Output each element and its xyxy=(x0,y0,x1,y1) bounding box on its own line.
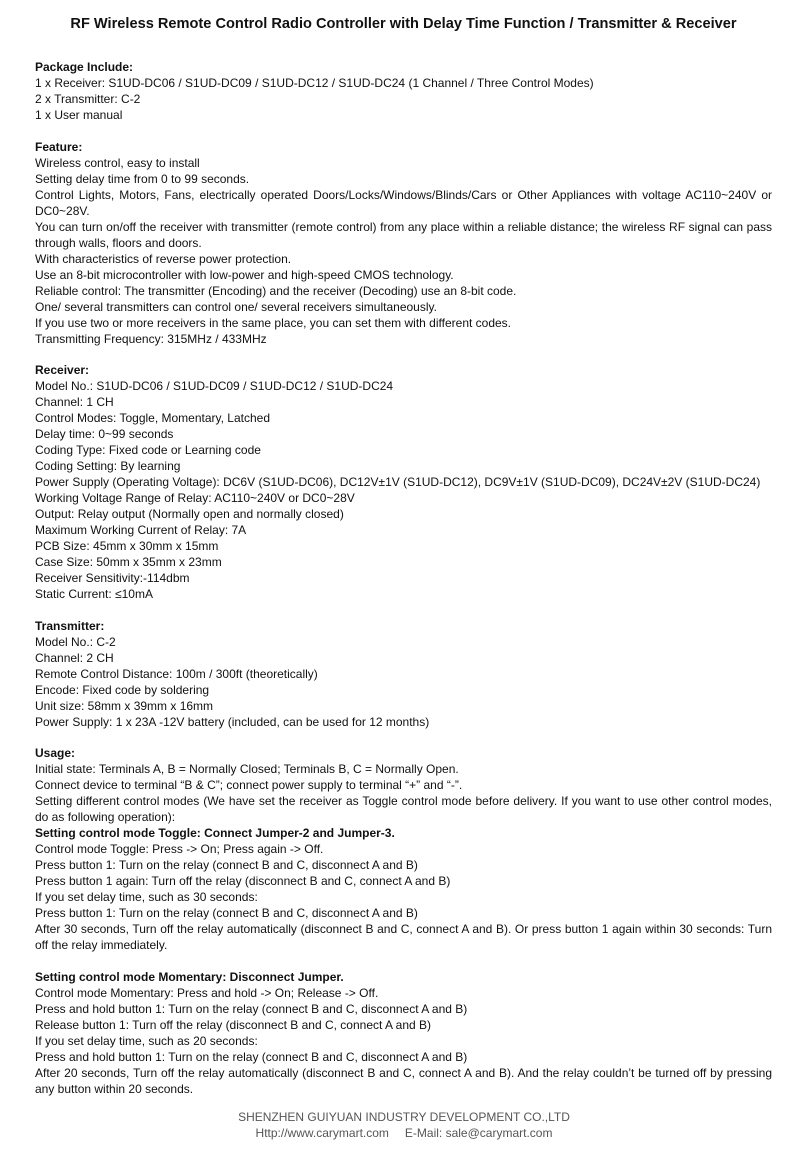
usage-line: Initial state: Terminals A, B = Normally Closed; Terminals B, C = Normally Open. xyxy=(35,762,459,776)
receiver-spec: Delay time: 0~99 seconds xyxy=(35,427,174,441)
usage-paragraph: Setting different control modes (We have set the receiver as Toggle control mode before delivery. If you want to use other control modes, do as following operation): xyxy=(35,794,772,824)
momentary-mode-line: Press and hold button 1: Turn on the relay (connect B and C, disconnect A and B) xyxy=(35,1001,468,1016)
receiver-spec: Coding Setting: By learning xyxy=(35,459,181,473)
receiver-spec: Channel: 1 CH xyxy=(35,395,114,409)
receiver-spec: Static Current: ≤10mA xyxy=(35,587,153,601)
transmitter-spec: Remote Control Distance: 100m / 300ft (theoretically) xyxy=(35,666,318,681)
feature-paragraph: Control Lights, Motors, Fans, electrically operated Doors/Locks/Windows/Blinds/Cars or Other Appliances with voltage AC110~240V or DC0~28V. xyxy=(35,187,772,218)
momentary-mode-heading: Setting control mode Momentary: Disconnect Jumper. xyxy=(35,969,344,984)
feature-paragraph: You can turn on/off the receiver with transmitter (remote control) from any place within a reliable distance; the wireless RF signal can pass through walls, floors and doors. xyxy=(35,219,772,250)
usage-section xyxy=(35,745,772,1097)
momentary-mode-line: Press and hold button 1: Turn on the relay (connect B and C, disconnect A and B) xyxy=(35,1049,468,1064)
feature-line: Reliable control: The transmitter (Encoding) and the receiver (Decoding) use an 8-bit code. xyxy=(35,283,517,298)
receiver-spec: Control Modes: Toggle, Momentary, Latched xyxy=(35,411,271,425)
toggle-mode-line: Press button 1: Turn on the relay (connect B and C, disconnect A and B) xyxy=(35,906,418,920)
usage-heading: Usage: xyxy=(35,746,76,760)
receiver-heading: Receiver: xyxy=(35,363,90,377)
receiver-spec: PCB Size: 45mm x 30mm x 15mm xyxy=(35,539,219,553)
feature-heading: Feature: xyxy=(35,139,83,154)
receiver-spec: Coding Type: Fixed code or Learning code xyxy=(35,443,261,457)
footer-email-link[interactable]: E-Mail: sale@carymart.com xyxy=(404,1126,553,1140)
toggle-mode-line: Press button 1: Turn on the relay (connect B and C, disconnect A and B) xyxy=(35,858,418,872)
package-line: 1 x Receiver: S1UD-DC06 / S1UD-DC09 / S1UD-DC12 / S1UD-DC24 (1 Channel / Three Control Modes) xyxy=(35,76,594,90)
toggle-mode-line: If you set delay time, such as 30 seconds: xyxy=(35,890,258,904)
toggle-mode-line: Control mode Toggle: Press -> On; Press again -> Off. xyxy=(35,842,324,856)
document-page xyxy=(35,14,772,1112)
feature-line: With characteristics of reverse power protection. xyxy=(35,251,292,266)
package-line: 1 x User manual xyxy=(35,108,123,122)
feature-line: Use an 8-bit microcontroller with low-power and high-speed CMOS technology. xyxy=(35,267,454,282)
usage-line: Connect device to terminal “B & C”; connect power supply to terminal “+” and “-”. xyxy=(35,778,463,792)
footer-website-link[interactable]: Http://www.carymart.com xyxy=(255,1126,389,1140)
transmitter-spec: Unit size: 58mm x 39mm x 16mm xyxy=(35,698,214,713)
receiver-spec: Maximum Working Current of Relay: 7A xyxy=(35,523,247,537)
page-footer xyxy=(0,1109,808,1141)
footer-contact xyxy=(0,1125,808,1141)
momentary-mode-line: Control mode Momentary: Press and hold -> On; Release -> Off. xyxy=(35,985,379,1000)
package-section xyxy=(35,59,772,123)
document-title: RF Wireless Remote Control Radio Controller with Delay Time Function / Transmitter & Receiver xyxy=(70,16,737,32)
transmitter-spec: Channel: 2 CH xyxy=(35,650,114,665)
momentary-mode-line: Release button 1: Turn off the relay (disconnect B and C, connect A and B) xyxy=(35,1017,432,1032)
package-line: 2 x Transmitter: C-2 xyxy=(35,92,141,106)
spacer xyxy=(35,953,772,969)
momentary-mode-line: If you set delay time, such as 20 seconds: xyxy=(35,1033,258,1048)
momentary-mode-paragraph: After 20 seconds, Turn off the relay automatically (disconnect B and C, connect A and B). And the relay couldn’t be turned off by pressing any button within 20 seconds. xyxy=(35,1065,772,1096)
transmitter-section xyxy=(35,618,772,730)
transmitter-spec: Model No.: C-2 xyxy=(35,634,116,649)
feature-line: Setting delay time from 0 to 99 seconds. xyxy=(35,171,250,186)
transmitter-spec: Encode: Fixed code by soldering xyxy=(35,682,210,697)
toggle-mode-line: Press button 1 again: Turn off the relay (disconnect B and C, connect A and B) xyxy=(35,874,451,888)
feature-line: Wireless control, easy to install xyxy=(35,155,200,170)
toggle-mode-paragraph: After 30 seconds, Turn off the relay automatically (disconnect B and C, connect A and B). Or press button 1 again within 30 seconds: Turn off the relay immediately. xyxy=(35,922,772,952)
feature-section xyxy=(35,139,772,347)
feature-line: One/ several transmitters can control one/ several receivers simultaneously. xyxy=(35,299,437,314)
receiver-section xyxy=(35,362,772,602)
receiver-spec: Working Voltage Range of Relay: AC110~240V or DC0~28V xyxy=(35,491,355,505)
transmitter-heading: Transmitter: xyxy=(35,618,105,633)
transmitter-spec: Power Supply: 1 x 23A -12V battery (included, can be used for 12 months) xyxy=(35,714,430,729)
receiver-spec: Receiver Sensitivity:-114dbm xyxy=(35,571,190,585)
footer-company: SHENZHEN GUIYUAN INDUSTRY DEVELOPMENT CO.,LTD xyxy=(238,1110,570,1124)
toggle-mode-heading: Setting control mode Toggle: Connect Jumper-2 and Jumper-3. xyxy=(35,826,395,840)
receiver-spec: Case Size: 50mm x 35mm x 23mm xyxy=(35,555,222,569)
receiver-spec: Model No.: S1UD-DC06 / S1UD-DC09 / S1UD-DC12 / S1UD-DC24 xyxy=(35,379,394,393)
receiver-spec: Power Supply (Operating Voltage): DC6V (S1UD-DC06), DC12V±1V (S1UD-DC12), DC9V±1V (S1UD-DC09), DC24V±2V (S1UD-DC24) xyxy=(35,475,761,489)
feature-line: If you use two or more receivers in the same place, you can set them with different codes. xyxy=(35,315,512,330)
feature-line: Transmitting Frequency: 315MHz / 433MHz xyxy=(35,331,267,346)
package-heading: Package Include: xyxy=(35,60,134,74)
receiver-spec: Output: Relay output (Normally open and normally closed) xyxy=(35,507,344,521)
